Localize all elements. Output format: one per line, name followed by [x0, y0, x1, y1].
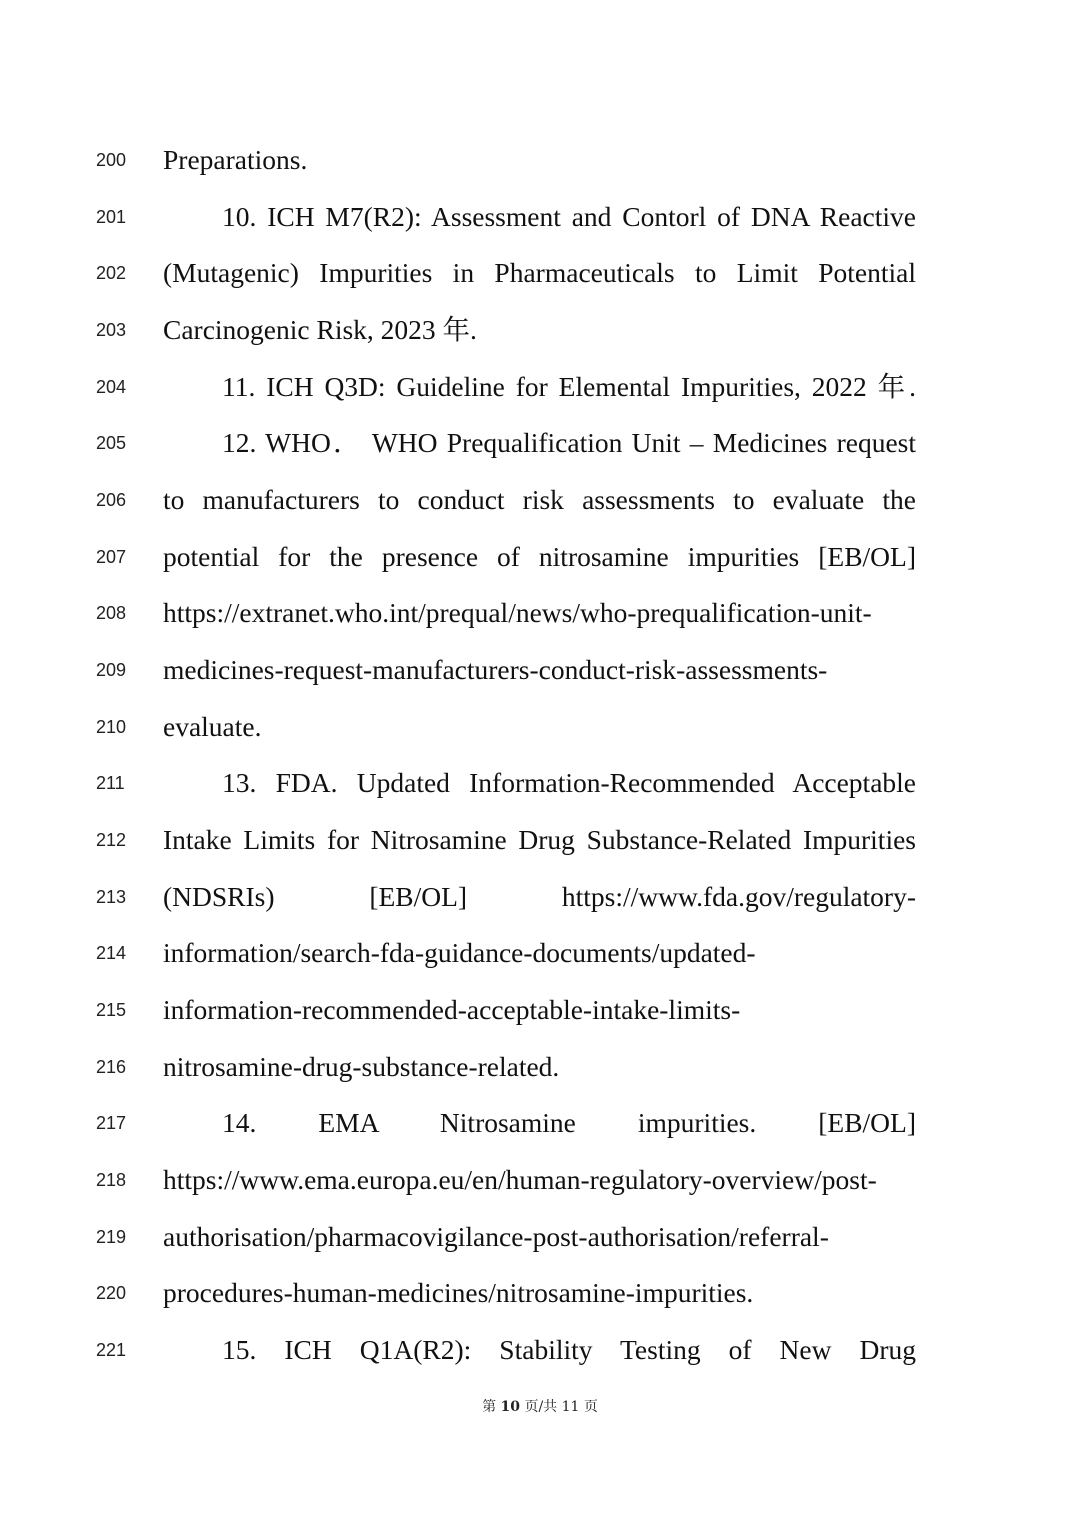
footer-suffix: 页: [583, 1399, 598, 1415]
document-line: [0, 1219, 1080, 1259]
line-text: 11. ICH Q3D: Guideline for Elemental Impurities, 2022 年.: [222, 370, 916, 402]
line-number: 200: [96, 150, 127, 170]
document-line: [0, 142, 1080, 182]
footer-prefix: 第: [482, 1399, 497, 1415]
total-page-count: 11: [561, 1399, 580, 1415]
line-text: 14. EMA Nitrosamine impurities. [EB/OL]: [222, 1107, 916, 1139]
document-line: [0, 992, 1080, 1032]
line-text: (NDSRIs) [EB/OL] https://www.fda.gov/regulatory-: [163, 880, 916, 912]
line-number: 212: [96, 830, 127, 851]
document-line: [0, 879, 1080, 919]
line-text: 15. ICH Q1A(R2): Stability Testing of New Drug: [222, 1334, 916, 1366]
document-line: [0, 482, 1080, 522]
document-line: [0, 822, 1080, 862]
line-number: 206: [96, 490, 127, 511]
footer-middle: 页/共: [524, 1399, 558, 1415]
line-text: 10. ICH M7(R2): Assessment and Contorl of DNA Reactive: [222, 200, 916, 232]
line-text: https://extranet.who.int/prequal/news/who-prequalification-unit-: [163, 597, 872, 629]
line-number: 211: [96, 773, 125, 794]
line-text: medicines-request-manufacturers-conduct-risk-assessments-: [163, 654, 828, 686]
document-line: [0, 1049, 1080, 1089]
document-line: [0, 1275, 1080, 1315]
line-text: evaluate.: [163, 710, 262, 742]
document-line: [0, 1162, 1080, 1202]
line-text: 12. WHO． WHO Prequalification Unit – Medicines request: [222, 427, 916, 459]
line-number: 220: [96, 1283, 127, 1304]
line-number: 219: [96, 1226, 127, 1247]
line-text: to manufacturers to conduct risk assessments to evaluate the: [163, 484, 916, 516]
line-text: information/search-fda-guidance-documents/updated-: [163, 937, 756, 969]
line-number: 207: [96, 546, 127, 567]
line-number: 217: [96, 1113, 127, 1134]
line-number: 210: [96, 716, 127, 737]
document-line: [0, 935, 1080, 975]
document-line: [0, 1105, 1080, 1145]
line-text: authorisation/pharmacovigilance-post-authorisation/referral-: [163, 1220, 829, 1252]
line-number: 201: [96, 206, 127, 227]
line-number: 202: [96, 263, 127, 284]
line-text: information-recommended-acceptable-intake-limits-: [163, 994, 741, 1026]
line-number: 209: [96, 660, 127, 681]
document-line: [0, 709, 1080, 749]
line-number: 218: [96, 1170, 127, 1191]
document-line: [0, 1332, 1080, 1372]
line-text: procedures-human-medicines/nitrosamine-impurities.: [163, 1277, 754, 1309]
line-text: 13. FDA. Updated Information-Recommended Acceptable: [222, 767, 916, 799]
line-text: potential for the presence of nitrosamine impurities [EB/OL]: [163, 540, 916, 572]
line-text: (Mutagenic) Impurities in Pharmaceuticals to Limit Potential: [163, 257, 916, 289]
document-line: [0, 539, 1080, 579]
line-number: 205: [96, 433, 127, 454]
document-line: [0, 765, 1080, 805]
document-line: [0, 652, 1080, 692]
line-text: nitrosamine-drug-substance-related.: [163, 1050, 560, 1082]
line-number: 208: [96, 603, 127, 624]
page-footer: [0, 1396, 1080, 1416]
line-text: https://www.ema.europa.eu/en/human-regulatory-overview/post-: [163, 1164, 877, 1196]
document-line: [0, 595, 1080, 635]
line-number: 203: [96, 320, 127, 340]
line-text: Intake Limits for Nitrosamine Drug Substance-Related Impurities: [163, 824, 916, 856]
line-number: 221: [96, 1340, 127, 1361]
document-line: [0, 369, 1080, 409]
line-number: 213: [96, 886, 127, 907]
line-text: Preparations.: [163, 144, 308, 175]
document-line: [0, 312, 1080, 352]
current-page-number: 10: [500, 1399, 521, 1415]
document-line: [0, 425, 1080, 465]
line-number: 215: [96, 1000, 127, 1021]
line-number: 214: [96, 943, 127, 964]
document-line: [0, 199, 1080, 239]
document-line: [0, 255, 1080, 295]
line-number: 216: [96, 1056, 127, 1077]
line-number: 204: [96, 376, 127, 397]
line-text: Carcinogenic Risk, 2023 年.: [163, 314, 477, 345]
